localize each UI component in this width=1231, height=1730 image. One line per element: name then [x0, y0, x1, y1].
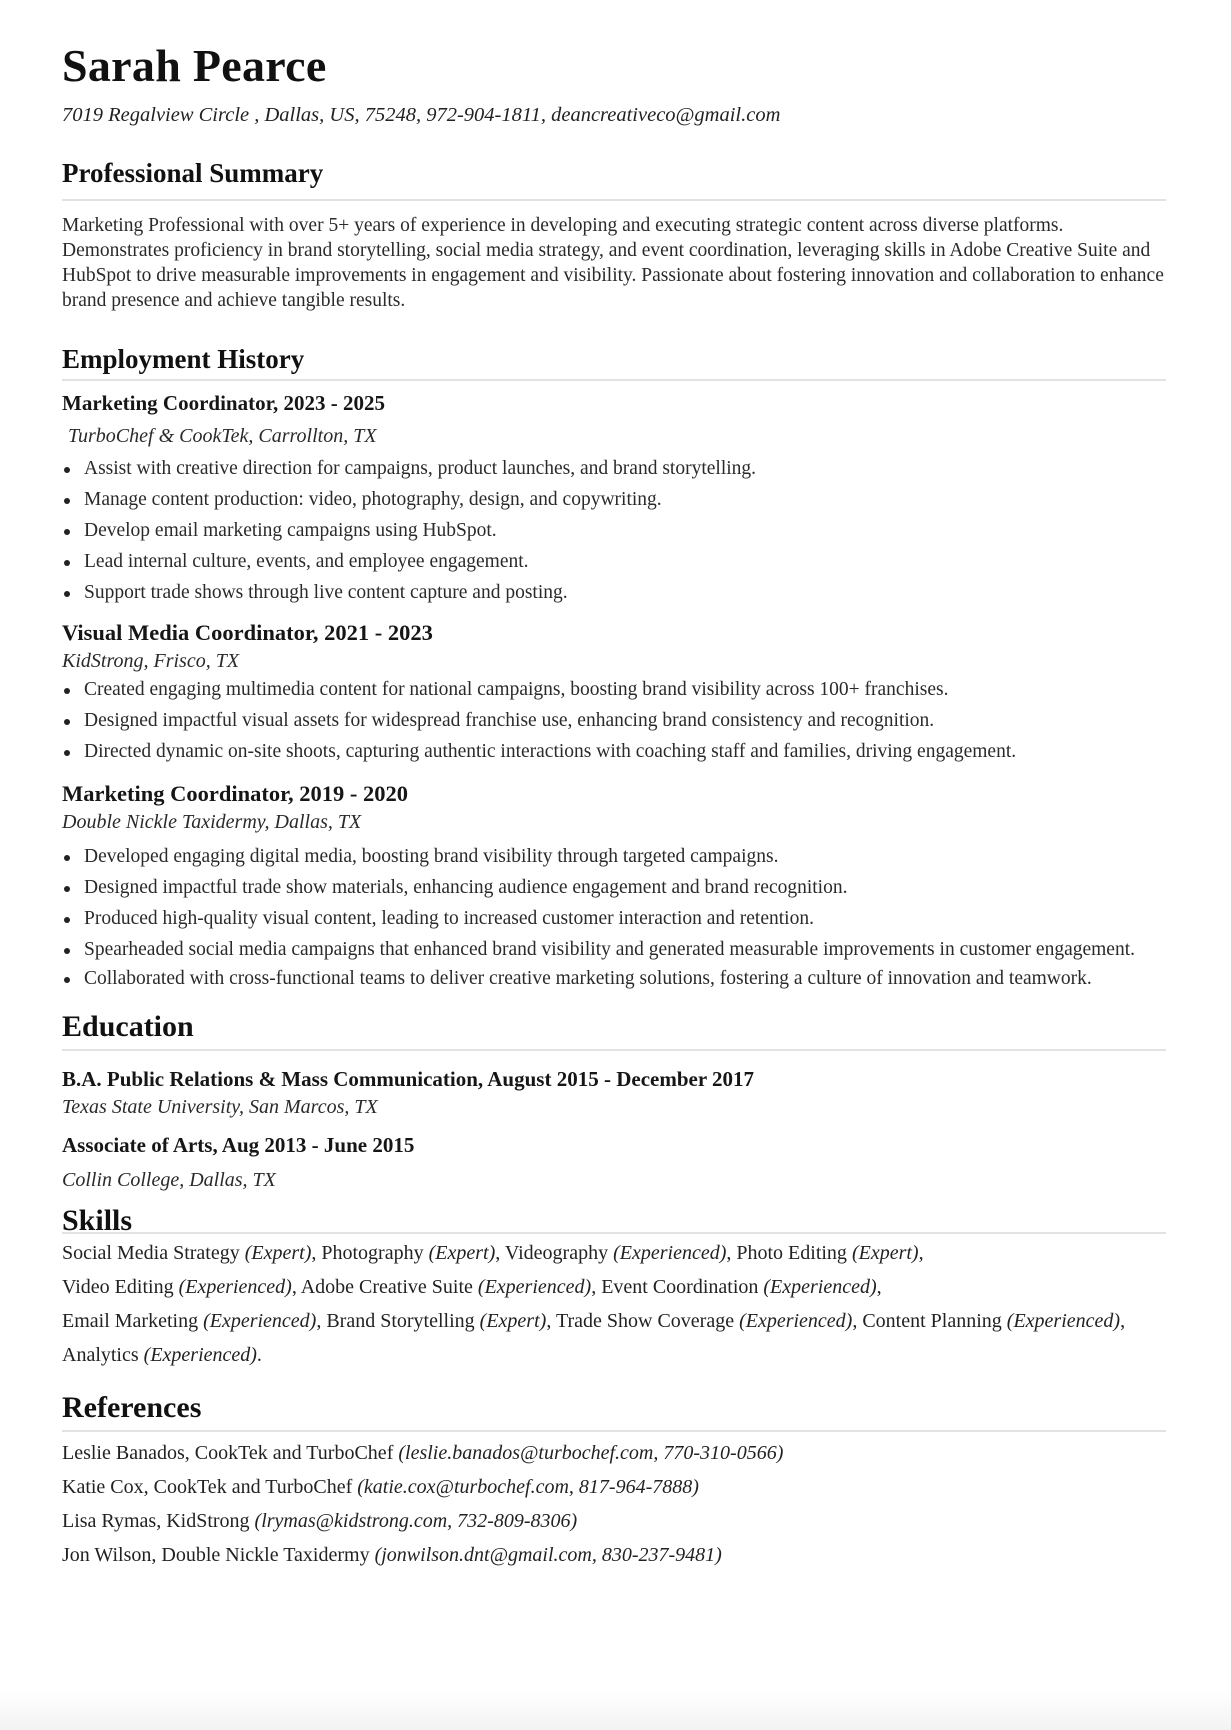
skill-item	[62, 1344, 262, 1366]
job-bullet: Spearheaded social media campaigns that enhanced brand visibility and generated measurable improvements in customer engagement.	[62, 937, 1166, 962]
job-bullet-list	[62, 456, 1166, 605]
education-entry	[62, 1133, 1166, 1192]
skill-item	[321, 1242, 500, 1264]
skill-level: (Experienced)	[203, 1309, 317, 1332]
job-bullet: Produced high-quality visual content, leading to increased customer interaction and retention.	[62, 906, 1166, 931]
summary-title: Professional Summary	[62, 158, 324, 189]
job-bullet: Designed impactful visual assets for widespread franchise use, enhancing brand consistency and recognition.	[62, 708, 1166, 733]
job-entry	[62, 391, 1166, 605]
reference-item	[62, 1436, 1166, 1470]
school-name: Collin College, Dallas, TX	[62, 1168, 276, 1191]
job-bullet: Collaborated with cross-functional teams to deliver creative marketing solutions, fostering a culture of innovation and teamwork.	[62, 966, 1166, 991]
skill-level: (Experienced)	[613, 1241, 727, 1264]
skill-separator: ,	[726, 1241, 732, 1264]
skill-separator: ,	[311, 1241, 317, 1264]
skills-line	[62, 1236, 1166, 1270]
skill-item	[301, 1276, 596, 1298]
skills-line	[62, 1270, 1166, 1304]
skill-name: Brand Storytelling	[326, 1309, 475, 1332]
skill-separator: ,	[1120, 1309, 1126, 1332]
reference-item	[62, 1470, 1166, 1504]
section-divider	[62, 1430, 1166, 1432]
reference-name: Leslie Banados, CookTek and TurboChef	[62, 1441, 394, 1464]
reference-name: Jon Wilson, Double Nickle Taxidermy	[62, 1543, 370, 1566]
degree-title: Associate of Arts, Aug 2013 - June 2015	[62, 1132, 415, 1157]
references-title: References	[62, 1390, 202, 1424]
resume-page	[62, 40, 1166, 1572]
skill-item	[556, 1310, 857, 1332]
job-bullet-list	[62, 844, 1166, 991]
skill-item	[62, 1310, 321, 1332]
skill-name: Event Coordination	[601, 1275, 759, 1298]
job-bullet: Manage content production: video, photography, design, and copywriting.	[62, 487, 1166, 512]
skill-level: (Expert)	[479, 1309, 547, 1332]
candidate-name: Sarah Pearce	[62, 40, 327, 91]
skill-name: Analytics	[62, 1343, 139, 1366]
skill-separator: ,	[918, 1241, 924, 1264]
skill-separator: ,	[591, 1275, 597, 1298]
skill-separator: .	[256, 1343, 262, 1366]
degree-title: B.A. Public Relations & Mass Communication, August 2015 - December 2017	[62, 1067, 755, 1092]
skills-line	[62, 1338, 1166, 1372]
reference-contact: (leslie.banados@turbochef.com, 770-310-0566)	[398, 1441, 784, 1464]
education-title: Education	[62, 1010, 194, 1044]
school-name: Texas State University, San Marcos, TX	[62, 1095, 378, 1118]
job-bullet: Develop email marketing campaigns using HubSpot.	[62, 518, 1166, 543]
reference-contact: (lrymas@kidstrong.com, 732-809-8306)	[254, 1509, 578, 1532]
skill-separator: ,	[876, 1275, 882, 1298]
reference-contact: (katie.cox@turbochef.com, 817-964-7888)	[357, 1475, 699, 1498]
job-bullet: Created engaging multimedia content for national campaigns, boosting brand visibility across 100+ franchises.	[62, 677, 1166, 702]
skill-level: (Experienced)	[763, 1275, 877, 1298]
skill-separator: ,	[291, 1275, 297, 1298]
skill-level: (Expert)	[428, 1241, 496, 1264]
job-entry	[62, 780, 1166, 991]
skill-item	[601, 1276, 881, 1298]
contact-line: 7019 Regalview Circle , Dallas, US, 75248, 972-904-1811, deancreativeco@gmail.com	[62, 103, 781, 126]
job-title: Visual Media Coordinator, 2021 - 2023	[62, 620, 433, 646]
skill-separator: ,	[546, 1309, 552, 1332]
skill-item	[736, 1242, 923, 1264]
skill-level: (Experienced)	[178, 1275, 292, 1298]
skills-list	[62, 1236, 1166, 1372]
education-entry	[62, 1067, 1166, 1118]
job-bullet: Designed impactful trade show materials, enhancing audience engagement and brand recognition.	[62, 875, 1166, 900]
reference-name: Lisa Rymas, KidStrong	[62, 1509, 250, 1532]
summary-text: Marketing Professional with over 5+ years of experience in developing and executing strategic content across diverse platforms. Demonstrates proficiency in brand storytelling, social media strategy, and event coordination, leveraging skills in Adobe Creative Suite and HubSpot to drive measurable improvements in engagement and visibility. Passionate about fostering innovation and collaboration to enhance brand presence and achieve tangible results.	[62, 214, 1164, 311]
job-employer: Double Nickle Taxidermy, Dallas, TX	[62, 811, 362, 834]
employment-section	[62, 343, 1166, 992]
section-divider	[62, 379, 1166, 381]
skill-item	[862, 1310, 1125, 1332]
skill-separator: ,	[852, 1309, 858, 1332]
skill-name: Videography	[504, 1241, 609, 1264]
job-bullet: Assist with creative direction for campaigns, product launches, and brand storytelling.	[62, 456, 1166, 481]
skill-level: (Experienced)	[477, 1275, 592, 1298]
skill-name: Adobe Creative Suite	[300, 1275, 473, 1298]
skill-item	[62, 1242, 316, 1264]
section-divider	[62, 1049, 1166, 1051]
skill-separator: ,	[316, 1309, 322, 1332]
reference-name: Katie Cox, CookTek and TurboChef	[62, 1475, 353, 1498]
skill-name: Content Planning	[862, 1309, 1002, 1332]
job-entry	[62, 619, 1166, 764]
job-bullet-list	[62, 677, 1166, 764]
summary-section	[62, 157, 1166, 312]
section-divider	[62, 199, 1166, 201]
skill-level: (Expert)	[851, 1241, 919, 1264]
job-bullet: Directed dynamic on-site shoots, capturing authentic interactions with coaching staff and families, driving engagement.	[62, 739, 1166, 764]
skill-name: Video Editing	[62, 1275, 174, 1298]
skill-item	[505, 1242, 731, 1264]
employment-title: Employment History	[62, 343, 305, 374]
reference-item	[62, 1504, 1166, 1538]
job-title: Marketing Coordinator, 2019 - 2020	[62, 781, 409, 807]
skill-level: (Experienced)	[143, 1343, 257, 1366]
skill-item	[62, 1276, 297, 1298]
skill-item	[326, 1310, 551, 1332]
reference-item	[62, 1538, 1166, 1572]
references-section	[62, 1390, 1166, 1572]
skills-section	[62, 1203, 1166, 1372]
skill-name: Email Marketing	[62, 1309, 199, 1332]
job-title: Marketing Coordinator, 2023 - 2025	[62, 391, 385, 416]
skill-name: Photo Editing	[736, 1241, 847, 1264]
section-divider	[62, 1232, 1166, 1234]
skills-title: Skills	[62, 1203, 133, 1237]
job-bullet: Support trade shows through live content capture and posting.	[62, 580, 1166, 605]
job-employer: TurboChef & CookTek, Carrollton, TX	[68, 425, 377, 448]
job-bullet: Lead internal culture, events, and employee engagement.	[62, 549, 1166, 574]
skill-name: Trade Show Coverage	[555, 1309, 735, 1332]
reference-contact: (jonwilson.dnt@gmail.com, 830-237-9481)	[374, 1543, 722, 1566]
skill-level: (Experienced)	[1006, 1309, 1121, 1332]
skill-name: Photography	[321, 1241, 424, 1264]
education-section	[62, 1009, 1166, 1191]
references-list	[62, 1436, 1166, 1572]
skill-level: (Expert)	[244, 1241, 312, 1264]
job-bullet: Developed engaging digital media, boosting brand visibility through targeted campaigns.	[62, 844, 1166, 869]
job-employer: KidStrong, Frisco, TX	[62, 650, 240, 673]
skill-level: (Experienced)	[739, 1309, 853, 1332]
skill-separator: ,	[495, 1241, 501, 1264]
page-bottom-shadow	[0, 1690, 1231, 1730]
skill-name: Social Media Strategy	[62, 1241, 240, 1264]
skills-line	[62, 1304, 1166, 1338]
